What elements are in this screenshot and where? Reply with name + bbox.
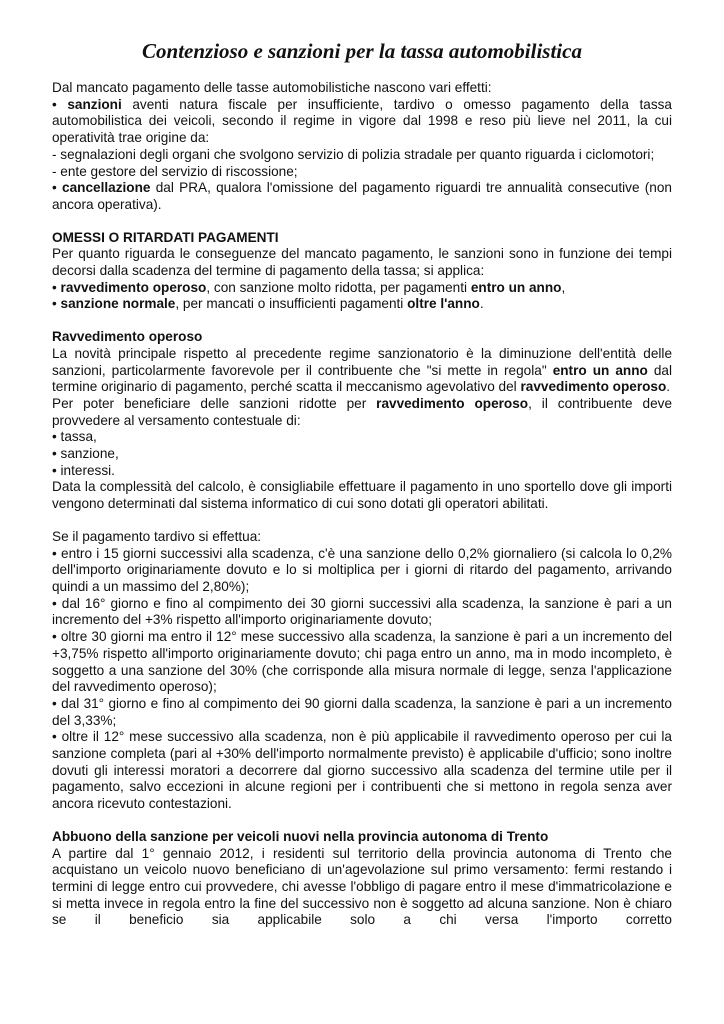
omessi-bullet-sanzione-normale: • sanzione normale, per mancati o insufficienti pagamenti oltre l'anno. — [52, 296, 484, 312]
list-item: • interessi. — [52, 462, 115, 478]
omessi-text: Per quanto riguarda le conseguenze del mancato pagamento, le sanzioni sono in funzione dei tempi decorsi dalla scadenza del termine di pagamento della tassa; si applica: — [52, 246, 672, 279]
intro-section — [52, 80, 672, 214]
list-item: • oltre il 12° mese successivo alla scadenza, non è più applicabile il ravvedimento operoso per cui la sanzione completa (pari al +30% dell'importo normalmente previsto) è applicabile d'ufficio; sono inoltre dovuti gli interessi moratori a decorrere dal giorno successivo alla scadenza del termine utile per il pagamento, salvo eccezioni in alcune regioni per i contribuenti che si mettono in regola senza aver ancora ricevuto contestazioni. — [52, 729, 672, 812]
abbuono-section — [52, 829, 672, 929]
sanzioni-term: sanzioni — [67, 96, 122, 112]
tardivo-lead: Se il pagamento tardivo si effettua: — [52, 528, 262, 544]
ravvedimento-section — [52, 329, 672, 513]
intro-item-ente: - ente gestore del servizio di riscossione; — [52, 163, 298, 179]
ravvedimento-paragraph-2: Per poter beneficiare delle sanzioni ridotte per ravvedimento operoso, il contribuente deve provvedere al versamento contestuale di: — [52, 395, 673, 428]
list-item: • dal 16° giorno e fino al compimento dei 30 giorni successivi alla scadenza, la sanzione è pari a un incremento del +3% rispetto all'importo originariamente dovuto; — [52, 595, 672, 628]
omessi-section — [52, 230, 672, 314]
ravvedimento-paragraph-1: La novità principale rispetto al precedente regime sanzionatorio è la diminuzione dell'entità delle sanzioni, particolarmente favorevole per il contribuente che "si mette in regola" entro un anno dal termine originario di pagamento, perché scatta il meccanismo agevolativo del ravvedimento operoso. — [52, 345, 673, 395]
ravvedimento-paragraph-3: Data la complessità del calcolo, è consigliabile effettuare il pagamento in uno sportello dove gli importi vengono determinati dal sistema informatico di cui sono dotati gli operatori abilitati. — [52, 479, 672, 512]
list-item: • entro i 15 giorni successivi alla scadenza, c'è una sanzione dello 0,2% giornaliero (si calcola lo 0,2% dell'importo originariamente dovuto e lo si moltiplica per i giorni di ritardo del pagamento, arrivando quindi a un massimo del 2,80%); — [52, 545, 672, 594]
cancellazione-paragraph: • cancellazione dal PRA, qualora l'omissione del pagamento riguardi tre annualità consecutive (non ancora operativa). — [52, 180, 672, 212]
omessi-bullet-ravvedimento: • ravvedimento operoso, con sanzione molto ridotta, per pagamenti entro un anno, — [52, 279, 566, 295]
sanzioni-paragraph: • sanzioni aventi natura fiscale per insufficiente, tardivo o omesso pagamento della tassa automobilistica dei veicoli, secondo il regime in vigore dal 1998 e reso più lieve nel 2011, la cui operatività trae origine da: — [52, 96, 672, 146]
tardivo-section — [52, 529, 672, 813]
abbuono-text: A partire dal 1° gennaio 2012, i residenti sul territorio della provincia autonoma di Trento che acquistano un veicolo nuovo beneficiano di un'agevolazione sul primo versamento: fermi restando i termini di legge entro cui provvedere, chi avesse l'obbligo di pagare entro il mese d'immatricolazione e si metta invece in regola entro la fine del successivo non è soggetto ad alcuna sanzione. Non è chiaro se il beneficio sia applicabile solo a chi versa l'importo corretto — [52, 845, 672, 928]
list-item: • tassa, — [52, 429, 97, 445]
omessi-heading: OMESSI O RITARDATI PAGAMENTI — [52, 229, 279, 245]
intro-item-segnalazioni: - segnalazioni degli organi che svolgono servizio di polizia stradale per quanto riguarda i ciclomotori; — [52, 146, 655, 162]
page-title: Contenzioso e sanzioni per la tassa automobilistica — [142, 39, 582, 63]
cancellazione-term: cancellazione — [62, 180, 151, 196]
list-item: • sanzione, — [52, 446, 119, 462]
list-item: • oltre 30 giorni ma entro il 12° mese successivo alla scadenza, la sanzione è pari a un incremento del +3,75% rispetto all'importo originariamente dovuto; chi paga entro un anno, ma in modo incompleto, è soggetto a una sanzione del 30% (che corrisponde alla misura normale di legge, senza l'applicazione del ravvedimento operoso); — [52, 629, 672, 695]
ravvedimento-heading: Ravvedimento operoso — [52, 329, 203, 345]
intro-lead: Dal mancato pagamento delle tasse automobilistiche nascono vari effetti: — [52, 80, 492, 95]
abbuono-heading: Abbuono della sanzione per veicoli nuovi nella provincia autonoma di Trento — [52, 828, 549, 844]
list-item: • dal 31° giorno e fino al compimento dei 90 giorni dalla scadenza, la sanzione è pari a un incremento del 3,33%; — [52, 695, 672, 728]
